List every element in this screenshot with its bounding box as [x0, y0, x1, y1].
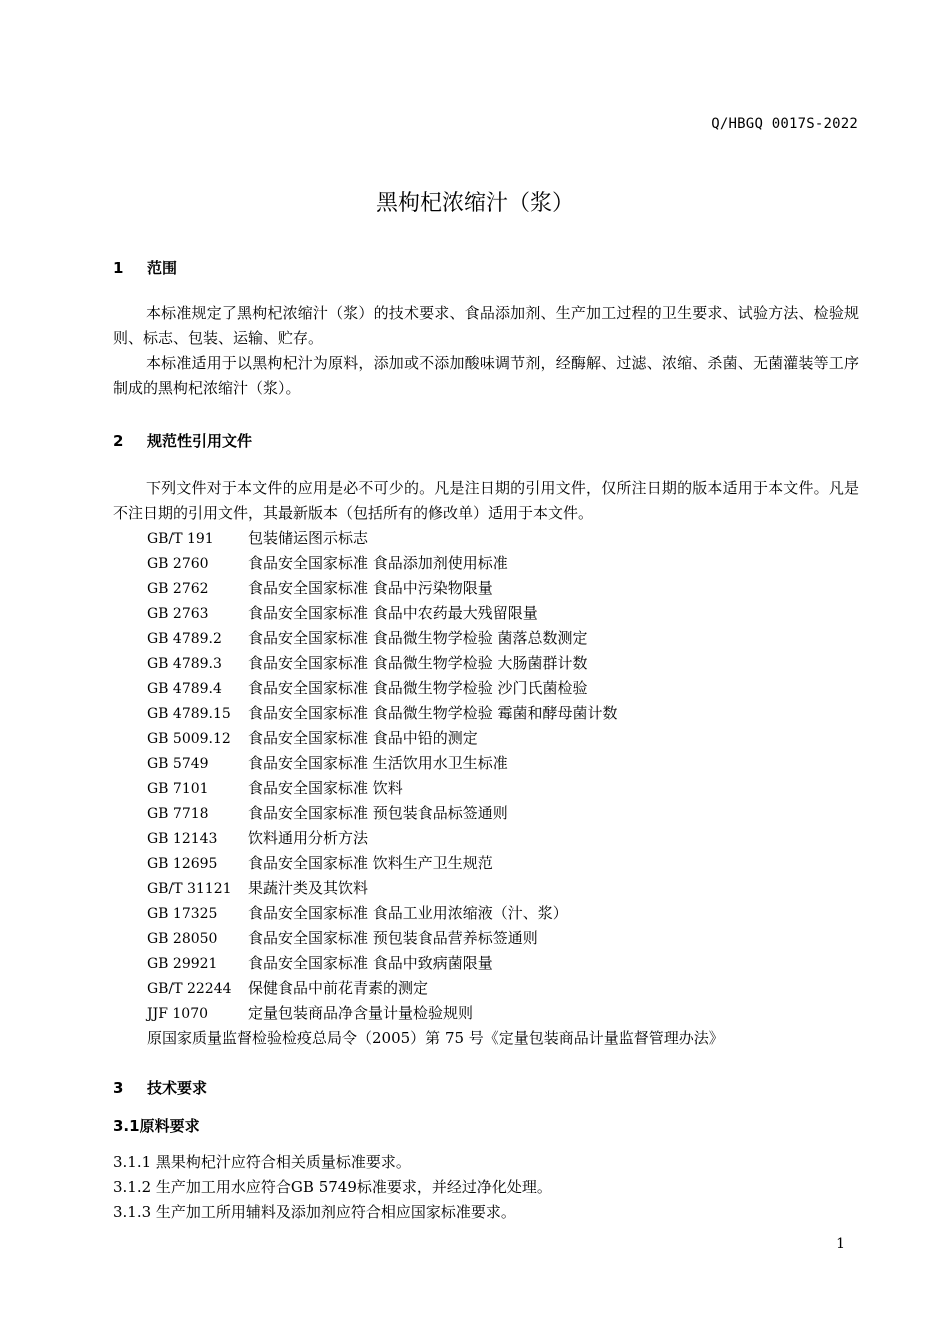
list-item — [147, 776, 724, 801]
reference-code: GB 12695 — [147, 856, 218, 872]
list-item — [147, 751, 724, 776]
reference-title: 食品安全国家标准 食品微生物学检验 菌落总数测定 — [248, 629, 588, 647]
reference-code: GB 4789.15 — [147, 706, 231, 722]
list-item — [147, 901, 724, 926]
document-code: Q/HBGQ 0017S-2022 — [711, 116, 858, 132]
reference-title: 食品安全国家标准 食品微生物学检验 霉菌和酵母菌计数 — [248, 704, 618, 722]
reference-title: 食品安全国家标准 食品中污染物限量 — [248, 579, 493, 597]
reference-title: 食品安全国家标准 生活饮用水卫生标准 — [248, 754, 508, 772]
reference-title: 食品安全国家标准 食品中致病菌限量 — [248, 954, 493, 972]
list-item — [147, 926, 724, 951]
requirement-list — [113, 1150, 552, 1225]
reference-title: 食品安全国家标准 预包装食品营养标签通则 — [248, 929, 538, 947]
section-number: 1 — [113, 259, 124, 277]
scope-paragraph-2: 本标准适用于以黑枸杞汁为原料，添加或不添加酸味调节剂，经酶解、过滤、浓缩、杀菌、无菌灌装等工序制成的黑枸杞浓缩汁（浆）。 — [113, 354, 859, 397]
list-item: 3.1.2 生产加工用水应符合GB 5749标准要求，并经过净化处理。 — [113, 1178, 552, 1196]
list-item — [147, 701, 724, 726]
page-number: 1 — [836, 1236, 845, 1252]
list-item — [147, 601, 724, 626]
reference-code: GB/T 22244 — [147, 981, 232, 997]
reference-title: 饮料通用分析方法 — [248, 829, 369, 847]
reference-title: 食品安全国家标准 预包装食品标签通则 — [248, 804, 508, 822]
reference-title: 食品安全国家标准 食品微生物学检验 沙门氏菌检验 — [248, 679, 588, 697]
list-item — [147, 551, 724, 576]
reference-title: 食品安全国家标准 食品添加剂使用标准 — [248, 554, 508, 572]
reference-title: 果蔬汁类及其饮料 — [248, 879, 369, 897]
reference-code: GB/T 191 — [147, 531, 214, 547]
reference-title: 保健食品中前花青素的测定 — [248, 979, 429, 997]
list-item — [147, 576, 724, 601]
subsection-heading-raw-materials — [113, 1115, 200, 1136]
reference-title: 食品安全国家标准 食品中铅的测定 — [248, 729, 478, 747]
reference-title: 食品安全国家标准 食品工业用浓缩液（汁、浆） — [248, 904, 568, 922]
section-title: 规范性引用文件 — [147, 432, 253, 450]
reference-code: GB 5009.12 — [147, 731, 231, 747]
reference-list — [147, 526, 724, 1051]
list-item — [147, 651, 724, 676]
reference-code: GB 5749 — [147, 756, 209, 772]
section-number: 2 — [113, 432, 124, 450]
list-item: 3.1.3 生产加工所用辅料及添加剂应符合相应国家标准要求。 — [113, 1203, 516, 1221]
section-heading-references — [113, 430, 252, 451]
list-item — [147, 976, 724, 1001]
list-item — [147, 626, 724, 651]
order-line: 原国家质量监督检验检疫总局令（2005）第 75 号《定量包装商品计量监督管理办法》 — [147, 1029, 724, 1047]
list-item — [147, 826, 724, 851]
list-item — [147, 851, 724, 876]
reference-title: 食品安全国家标准 饮料 — [248, 779, 403, 797]
list-item — [147, 801, 724, 826]
reference-title: 食品安全国家标准 饮料生产卫生规范 — [248, 854, 493, 872]
list-item — [147, 876, 724, 901]
list-item — [147, 951, 724, 976]
list-item — [147, 1001, 724, 1026]
reference-code: GB 4789.3 — [147, 656, 222, 672]
reference-title: 食品安全国家标准 食品微生物学检验 大肠菌群计数 — [248, 654, 588, 672]
reference-code: GB 17325 — [147, 906, 218, 922]
section-heading-technical — [113, 1077, 207, 1098]
reference-code: GB 28050 — [147, 931, 218, 947]
reference-title: 定量包装商品净含量计量检验规则 — [248, 1004, 474, 1022]
list-item — [147, 526, 724, 551]
reference-code: GB 29921 — [147, 956, 218, 972]
scope-paragraph-1: 本标准规定了黑枸杞浓缩汁（浆）的技术要求、食品添加剂、生产加工过程的卫生要求、试验方法、检验规则、标志、包装、运输、贮存。 — [113, 304, 859, 347]
subsection-number: 3.1 — [113, 1117, 140, 1135]
section-number: 3 — [113, 1079, 124, 1097]
reference-code: JJF 1070 — [147, 1006, 209, 1022]
subsection-title: 原料要求 — [139, 1117, 200, 1135]
list-item: 3.1.1 黑果枸杞汁应符合相关质量标准要求。 — [113, 1153, 411, 1171]
reference-code: GB 12143 — [147, 831, 218, 847]
section-title: 范围 — [147, 259, 178, 277]
reference-code: GB 2762 — [147, 581, 209, 597]
reference-code: GB 7101 — [147, 781, 209, 797]
references-intro: 下列文件对于本文件的应用是必不可少的。凡是注日期的引用文件，仅所注日期的版本适用于本文件。凡是不注日期的引用文件，其最新版本（包括所有的修改单）适用于本文件。 — [113, 479, 859, 522]
reference-code: GB/T 31121 — [147, 881, 232, 897]
reference-code: GB 7718 — [147, 806, 209, 822]
list-item — [147, 726, 724, 751]
reference-code: GB 4789.2 — [147, 631, 222, 647]
page-title: 黑枸杞浓缩汁（浆） — [375, 191, 574, 216]
section-title: 技术要求 — [147, 1079, 208, 1097]
section-heading-scope — [113, 257, 177, 278]
reference-code: GB 4789.4 — [147, 681, 222, 697]
reference-code: GB 2763 — [147, 606, 209, 622]
list-item — [147, 676, 724, 701]
reference-title: 食品安全国家标准 食品中农药最大残留限量 — [248, 604, 538, 622]
reference-code: GB 2760 — [147, 556, 209, 572]
reference-title: 包装储运图示标志 — [248, 529, 369, 547]
